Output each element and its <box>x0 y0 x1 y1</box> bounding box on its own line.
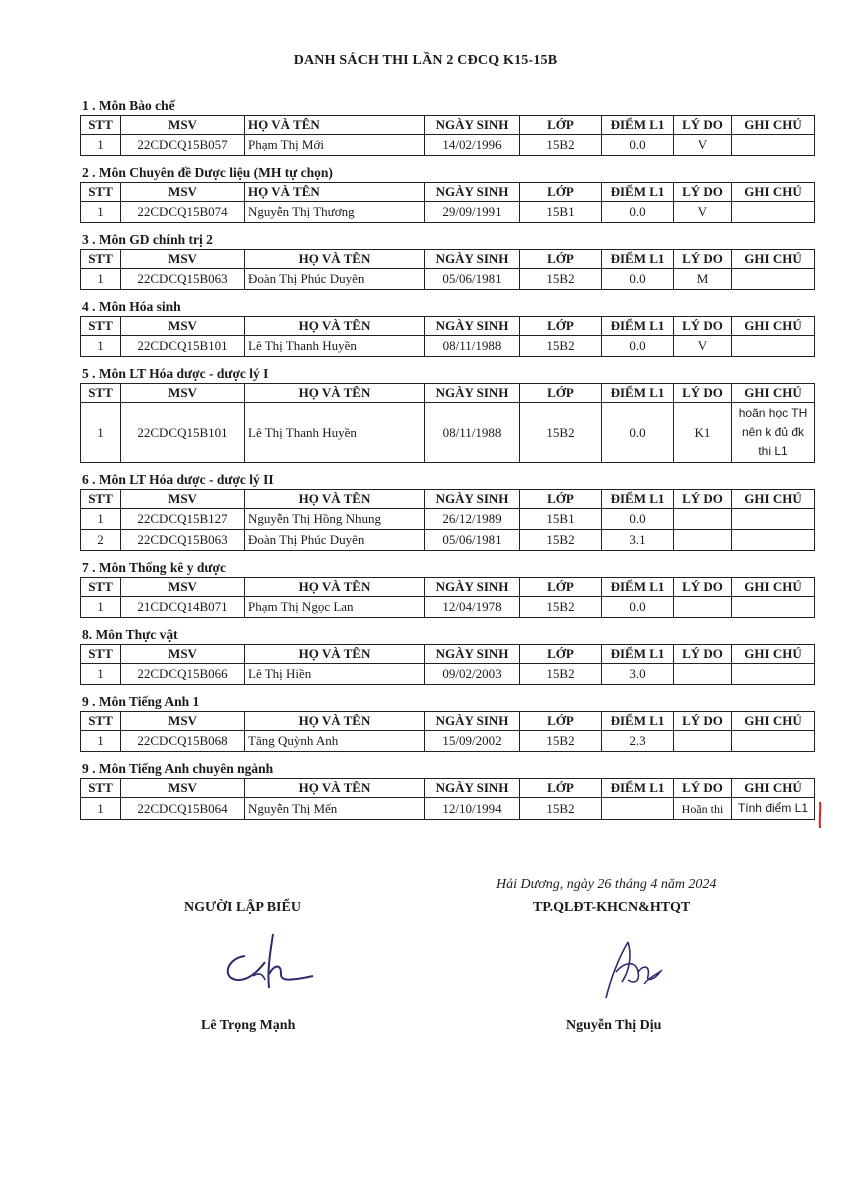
section-title: 8. Môn Thực vật <box>82 627 178 642</box>
cell-dob: 08/11/1988 <box>425 403 520 463</box>
cell-dob: 12/10/1994 <box>425 798 520 820</box>
header-dob: NGÀY SINH <box>425 779 520 798</box>
table-row <box>81 530 815 551</box>
header-note: GHI CHÚ <box>732 645 815 664</box>
cell-stt: 1 <box>81 597 121 618</box>
header-class: LỚP <box>520 317 602 336</box>
red-ink-mark <box>816 800 824 830</box>
date-line: Hải Dương, ngày 26 tháng 4 năm 2024 <box>496 877 717 892</box>
cell-dob: 29/09/1991 <box>425 202 520 223</box>
header-dob: NGÀY SINH <box>425 712 520 731</box>
header-dob: NGÀY SINH <box>425 317 520 336</box>
header-note: GHI CHÚ <box>732 712 815 731</box>
right-signatory-name: Nguyễn Thị Dịu <box>566 1018 662 1033</box>
table-header-row <box>81 645 815 664</box>
header-score-l1: ĐIỂM L1 <box>602 183 674 202</box>
header-class: LỚP <box>520 645 602 664</box>
table-header-row <box>81 384 815 403</box>
right-signature <box>598 932 678 1004</box>
cell-stt: 1 <box>81 509 121 530</box>
cell-score-l1: 0.0 <box>602 509 674 530</box>
cell-note <box>732 269 815 290</box>
header-class: LỚP <box>520 384 602 403</box>
cell-score-l1: 0.0 <box>602 269 674 290</box>
header-name: HỌ VÀ TÊN <box>245 645 425 664</box>
header-note: GHI CHÚ <box>732 490 815 509</box>
cell-score-l1: 0.0 <box>602 403 674 463</box>
exam-section <box>80 692 814 752</box>
header-name: HỌ VÀ TÊN <box>245 490 425 509</box>
header-class: LỚP <box>520 779 602 798</box>
cell-note <box>732 664 815 685</box>
header-name: HỌ VÀ TÊN <box>245 779 425 798</box>
header-name: HỌ VÀ TÊN <box>245 183 425 202</box>
header-stt: STT <box>81 317 121 336</box>
header-msv: MSV <box>121 712 245 731</box>
header-score-l1: ĐIỂM L1 <box>602 116 674 135</box>
cell-msv: 22CDCQ15B101 <box>121 403 245 463</box>
header-msv: MSV <box>121 578 245 597</box>
section-title: 4 . Môn Hóa sinh <box>82 299 181 314</box>
header-name: HỌ VÀ TÊN <box>245 578 425 597</box>
header-score-l1: ĐIỂM L1 <box>602 712 674 731</box>
table-row <box>81 403 815 463</box>
cell-class: 15B1 <box>520 509 602 530</box>
cell-score-l1: 3.0 <box>602 664 674 685</box>
cell-reason: Hoãn thi <box>674 798 732 820</box>
header-score-l1: ĐIỂM L1 <box>602 779 674 798</box>
section-title: 5 . Môn LT Hóa dược - dược lý I <box>82 366 269 381</box>
header-msv: MSV <box>121 779 245 798</box>
cell-msv: 22CDCQ15B074 <box>121 202 245 223</box>
header-dob: NGÀY SINH <box>425 578 520 597</box>
header-dob: NGÀY SINH <box>425 250 520 269</box>
header-name: HỌ VÀ TÊN <box>245 250 425 269</box>
cell-name: Lê Thị Hiền <box>245 664 425 685</box>
header-stt: STT <box>81 250 121 269</box>
header-stt: STT <box>81 183 121 202</box>
cell-stt: 1 <box>81 664 121 685</box>
cell-stt: 1 <box>81 336 121 357</box>
header-reason: LÝ DO <box>674 779 732 798</box>
table-row <box>81 509 815 530</box>
cell-score-l1: 0.0 <box>602 135 674 156</box>
header-stt: STT <box>81 116 121 135</box>
cell-score-l1: 0.0 <box>602 336 674 357</box>
table-row <box>81 664 815 685</box>
table-header-row <box>81 779 815 798</box>
cell-name: Đoàn Thị Phúc Duyên <box>245 269 425 290</box>
header-note: GHI CHÚ <box>732 779 815 798</box>
exam-section <box>80 163 814 223</box>
header-class: LỚP <box>520 712 602 731</box>
table-row <box>81 202 815 223</box>
header-stt: STT <box>81 490 121 509</box>
header-msv: MSV <box>121 645 245 664</box>
table-row <box>81 135 815 156</box>
section-title: 9 . Môn Tiếng Anh chuyên ngành <box>82 761 274 776</box>
cell-dob: 26/12/1989 <box>425 509 520 530</box>
header-score-l1: ĐIỂM L1 <box>602 250 674 269</box>
header-score-l1: ĐIỂM L1 <box>602 578 674 597</box>
cell-note: hoãn học TH nên k đủ đk thi L1 <box>732 403 815 463</box>
cell-note <box>732 731 815 752</box>
header-msv: MSV <box>121 317 245 336</box>
cell-class: 15B2 <box>520 597 602 618</box>
cell-name: Đoàn Thị Phúc Duyên <box>245 530 425 551</box>
header-stt: STT <box>81 712 121 731</box>
exam-section <box>80 230 814 290</box>
header-score-l1: ĐIỂM L1 <box>602 490 674 509</box>
exam-table <box>80 577 815 618</box>
cell-msv: 22CDCQ15B127 <box>121 509 245 530</box>
cell-reason: V <box>674 336 732 357</box>
exam-table <box>80 316 815 357</box>
exam-table <box>80 115 815 156</box>
cell-note <box>732 202 815 223</box>
cell-msv: 22CDCQ15B068 <box>121 731 245 752</box>
exam-section <box>80 470 814 551</box>
table-header-row <box>81 712 815 731</box>
cell-stt: 1 <box>81 798 121 820</box>
exam-section <box>80 558 814 618</box>
header-class: LỚP <box>520 183 602 202</box>
header-reason: LÝ DO <box>674 183 732 202</box>
header-name: HỌ VÀ TÊN <box>245 384 425 403</box>
cell-reason <box>674 731 732 752</box>
cell-dob: 15/09/2002 <box>425 731 520 752</box>
cell-class: 15B2 <box>520 530 602 551</box>
header-msv: MSV <box>121 384 245 403</box>
table-header-row <box>81 490 815 509</box>
cell-reason: V <box>674 135 732 156</box>
section-title: 6 . Môn LT Hóa dược - dược lý II <box>82 472 274 487</box>
cell-note <box>732 336 815 357</box>
exam-section <box>80 625 814 685</box>
header-note: GHI CHÚ <box>732 578 815 597</box>
exam-section <box>80 297 814 357</box>
cell-stt: 1 <box>81 731 121 752</box>
cell-stt: 1 <box>81 202 121 223</box>
exam-table <box>80 644 815 685</box>
table-header-row <box>81 578 815 597</box>
cell-reason <box>674 509 732 530</box>
header-name: HỌ VÀ TÊN <box>245 317 425 336</box>
cell-class: 15B2 <box>520 798 602 820</box>
cell-name: Nguyễn Thị Thương <box>245 202 425 223</box>
cell-note: Tính điểm L1 <box>732 798 815 820</box>
header-class: LỚP <box>520 490 602 509</box>
header-stt: STT <box>81 578 121 597</box>
cell-reason: M <box>674 269 732 290</box>
header-note: GHI CHÚ <box>732 116 815 135</box>
header-reason: LÝ DO <box>674 578 732 597</box>
cell-reason: K1 <box>674 403 732 463</box>
exam-section <box>80 759 814 820</box>
header-reason: LÝ DO <box>674 116 732 135</box>
section-title: 1 . Môn Bào chế <box>82 98 175 113</box>
header-reason: LÝ DO <box>674 645 732 664</box>
cell-reason <box>674 530 732 551</box>
cell-class: 15B2 <box>520 336 602 357</box>
header-reason: LÝ DO <box>674 490 732 509</box>
cell-msv: 21CDCQ14B071 <box>121 597 245 618</box>
header-score-l1: ĐIỂM L1 <box>602 645 674 664</box>
header-score-l1: ĐIỂM L1 <box>602 317 674 336</box>
table-header-row <box>81 116 815 135</box>
table-header-row <box>81 250 815 269</box>
cell-msv: 22CDCQ15B063 <box>121 530 245 551</box>
cell-score-l1: 3.1 <box>602 530 674 551</box>
header-note: GHI CHÚ <box>732 384 815 403</box>
table-row <box>81 731 815 752</box>
cell-msv: 22CDCQ15B101 <box>121 336 245 357</box>
exam-sections <box>80 96 814 827</box>
cell-stt: 1 <box>81 403 121 463</box>
header-msv: MSV <box>121 183 245 202</box>
cell-note <box>732 135 815 156</box>
exam-section <box>80 96 814 156</box>
cell-note <box>732 509 815 530</box>
header-name: HỌ VÀ TÊN <box>245 712 425 731</box>
section-title: 9 . Môn Tiếng Anh 1 <box>82 694 200 709</box>
cell-name: Tăng Quỳnh Anh <box>245 731 425 752</box>
exam-table <box>80 711 815 752</box>
cell-stt: 2 <box>81 530 121 551</box>
header-name: HỌ VÀ TÊN <box>245 116 425 135</box>
header-class: LỚP <box>520 578 602 597</box>
cell-msv: 22CDCQ15B063 <box>121 269 245 290</box>
section-title: 2 . Môn Chuyên đề Dược liệu (MH tự chọn) <box>82 165 333 180</box>
table-header-row <box>81 183 815 202</box>
left-signatory-title: NGƯỜI LẬP BIỂU <box>184 900 301 915</box>
cell-dob: 05/06/1981 <box>425 530 520 551</box>
left-signatory-name: Lê Trọng Mạnh <box>201 1018 296 1033</box>
header-note: GHI CHÚ <box>732 183 815 202</box>
cell-msv: 22CDCQ15B066 <box>121 664 245 685</box>
cell-reason <box>674 597 732 618</box>
cell-dob: 08/11/1988 <box>425 336 520 357</box>
cell-class: 15B1 <box>520 202 602 223</box>
exam-table <box>80 489 815 551</box>
header-note: GHI CHÚ <box>732 250 815 269</box>
header-score-l1: ĐIỂM L1 <box>602 384 674 403</box>
left-signature <box>215 928 325 998</box>
header-msv: MSV <box>121 116 245 135</box>
exam-table <box>80 383 815 463</box>
header-reason: LÝ DO <box>674 250 732 269</box>
table-header-row <box>81 317 815 336</box>
header-reason: LÝ DO <box>674 712 732 731</box>
cell-name: Lê Thị Thanh Huyền <box>245 403 425 463</box>
header-stt: STT <box>81 384 121 403</box>
cell-class: 15B2 <box>520 135 602 156</box>
header-class: LỚP <box>520 250 602 269</box>
cell-name: Phạm Thị Mới <box>245 135 425 156</box>
header-stt: STT <box>81 645 121 664</box>
table-row <box>81 798 815 820</box>
cell-class: 15B2 <box>520 731 602 752</box>
cell-reason: V <box>674 202 732 223</box>
cell-score-l1: 0.0 <box>602 597 674 618</box>
cell-class: 15B2 <box>520 269 602 290</box>
header-stt: STT <box>81 779 121 798</box>
exam-table <box>80 249 815 290</box>
cell-score-l1: 0.0 <box>602 202 674 223</box>
cell-msv: 22CDCQ15B064 <box>121 798 245 820</box>
header-dob: NGÀY SINH <box>425 490 520 509</box>
cell-name: Lê Thị Thanh Huyền <box>245 336 425 357</box>
exam-table <box>80 182 815 223</box>
cell-note <box>732 530 815 551</box>
cell-name: Phạm Thị Ngọc Lan <box>245 597 425 618</box>
cell-reason <box>674 664 732 685</box>
header-dob: NGÀY SINH <box>425 645 520 664</box>
header-msv: MSV <box>121 250 245 269</box>
cell-note <box>732 597 815 618</box>
header-reason: LÝ DO <box>674 384 732 403</box>
section-title: 3 . Môn GD chính trị 2 <box>82 232 213 247</box>
exam-table <box>80 778 815 820</box>
exam-section <box>80 364 814 463</box>
cell-dob: 05/06/1981 <box>425 269 520 290</box>
header-dob: NGÀY SINH <box>425 384 520 403</box>
cell-score-l1: 2.3 <box>602 731 674 752</box>
cell-stt: 1 <box>81 135 121 156</box>
header-msv: MSV <box>121 490 245 509</box>
cell-name: Nguyễn Thị Hồng Nhung <box>245 509 425 530</box>
table-row <box>81 336 815 357</box>
header-dob: NGÀY SINH <box>425 116 520 135</box>
header-note: GHI CHÚ <box>732 317 815 336</box>
cell-stt: 1 <box>81 269 121 290</box>
cell-score-l1 <box>602 798 674 820</box>
header-dob: NGÀY SINH <box>425 183 520 202</box>
cell-dob: 09/02/2003 <box>425 664 520 685</box>
table-row <box>81 597 815 618</box>
cell-dob: 12/04/1978 <box>425 597 520 618</box>
header-reason: LÝ DO <box>674 317 732 336</box>
cell-msv: 22CDCQ15B057 <box>121 135 245 156</box>
document-title: DANH SÁCH THI LẦN 2 CĐCQ K15-15B <box>293 53 558 68</box>
cell-class: 15B2 <box>520 403 602 463</box>
cell-dob: 14/02/1996 <box>425 135 520 156</box>
section-title: 7 . Môn Thống kê y dược <box>82 560 226 575</box>
right-signatory-title: TP.QLĐT-KHCN&HTQT <box>533 900 691 915</box>
table-row <box>81 269 815 290</box>
cell-class: 15B2 <box>520 664 602 685</box>
header-class: LỚP <box>520 116 602 135</box>
cell-name: Nguyễn Thị Mến <box>245 798 425 820</box>
